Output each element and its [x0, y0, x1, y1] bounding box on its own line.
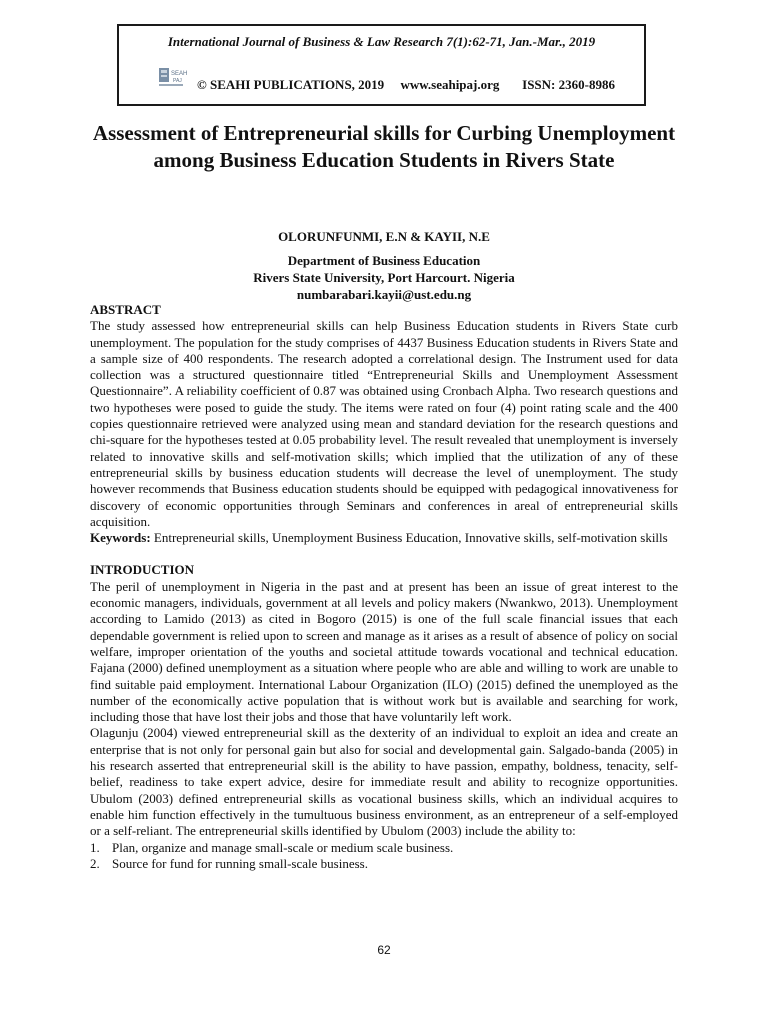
publication-info	[197, 77, 615, 93]
affiliation	[0, 252, 768, 303]
svg-text:SEAH: SEAH	[171, 71, 187, 77]
abstract-text: The study assessed how entrepreneurial skills can help Business Education students in Rivers State curb unemployment. The population for the study comprises of 4437 Business Education students in Rivers State and a sample size of 400 respondents. The research adopted a correlational design. The Instrument used for data collection was a structured questionnaire titled “Entrepreneurial Skills and Unemployment Assessment Questionnaire”. A reliability coefficient of 0.87 was obtained using Cronbach Alpha. Two research questions and two hypotheses were posed to guide the study. The items were rated on four (4) point rating scale and the 400 copies questionnaire retrieved were analyzed using mean and standard deviation for the research questions and chi-square for the hypotheses tested at 0.05 probability level. The result revealed that unemployment is inversely related to innovative skills and self-motivation skills; which implied that the utilization of any of these entrepreneurial skills by business education students will decrease the level of unemployment. The study however recommends that Business education students should be equipped with pedagogical innovativeness for discovery of economic opportunities through Seminars and conferences in areal of entrepreneurial skills acquisition.	[90, 318, 678, 529]
intro-paragraph-2: Olagunju (2004) viewed entrepreneurial skill as the dexterity of an individual to exploit an idea and create an enterprise that is not only for personal gain but also for social and developmental gain. Salgado-banda (2005) in his research asserted that entrepreneurial skill is the ability to have passion, empathy, boldness, tenacity, self-belief, readiness to take expert advice, desire for immediate result and ability to recognize opportunities. Ubulom (2003) defined entrepreneurial skills as vocational business skills, which an individual acquires to enable him function effectively in the tumultuous business environment, as an entrepreneur of a self-employed or a self-reliant. The entrepreneurial skills identified by Ubulom (2003) include the ability to:	[90, 725, 678, 839]
list-item-text: Plan, organize and manage small-scale or medium scale business.	[112, 839, 454, 855]
copyright-text: © SEAHI PUBLICATIONS, 2019	[197, 77, 385, 92]
journal-header-box	[117, 24, 646, 106]
abstract-heading: ABSTRACT	[90, 302, 161, 317]
page-number: 62	[377, 943, 391, 957]
list-item-number: 1.	[90, 839, 100, 855]
list-item-number: 2.	[90, 855, 100, 871]
paper-body	[90, 302, 678, 872]
list-item	[90, 856, 678, 872]
journal-citation: International Journal of Business & Law Research 7(1):62-71, Jan.-Mar., 2019	[167, 34, 596, 49]
intro-paragraph-1: The peril of unemployment in Nigeria in the past and at present has been an issue of great interest to the economic managers, individuals, government at all levels and policy makers (Nwankwo, 2013). Unemployment according to Lamido (2013) as cited in Bogoro (2015) is one of the full scale financial issues that each dependable government is relied upon to screen and manage as it arises as a result of absence of policy on social welfare, improper orientation of the youths and societal attitude towards vocational and technical education. Fajana (2000) defined unemployment as a situation where people who are able and willing to work are unable to find suitable paid employment. International Labour Organization (ILO) (2015) defined the unemployed as the number of the economically active population that is without work but is available and searching for work, including those that have lost their jobs and those that have voluntarily left work.	[90, 578, 678, 725]
website-link[interactable]: www.seahipaj.org	[400, 77, 500, 92]
email-link[interactable]: numbarabari.kayii@ust.edu.ng	[296, 287, 472, 302]
list-item	[90, 840, 678, 856]
seahi-logo-icon	[157, 66, 187, 90]
paper-title: Assessment of Entrepreneurial skills for Curbing Unemployment among Business Education Students in Rivers State	[92, 121, 676, 172]
list-item-text: Source for fund for running small-scale business.	[112, 855, 368, 871]
keywords-text: Entrepreneurial skills, Unemployment Business Education, Innovative skills, self-motivation skills	[150, 530, 668, 546]
authors: OLORUNFUNMI, E.N & KAYII, N.E	[278, 229, 490, 244]
skills-list	[90, 840, 678, 873]
keywords	[90, 530, 678, 546]
issn-text: ISSN: 2360-8986	[522, 77, 615, 92]
keywords-label: Keywords:	[90, 530, 151, 546]
svg-text:PAJ: PAJ	[173, 78, 182, 84]
university: Rivers State University, Port Harcourt. Nigeria	[253, 270, 515, 285]
department: Department of Business Education	[287, 253, 481, 268]
introduction-heading: INTRODUCTION	[90, 562, 195, 578]
